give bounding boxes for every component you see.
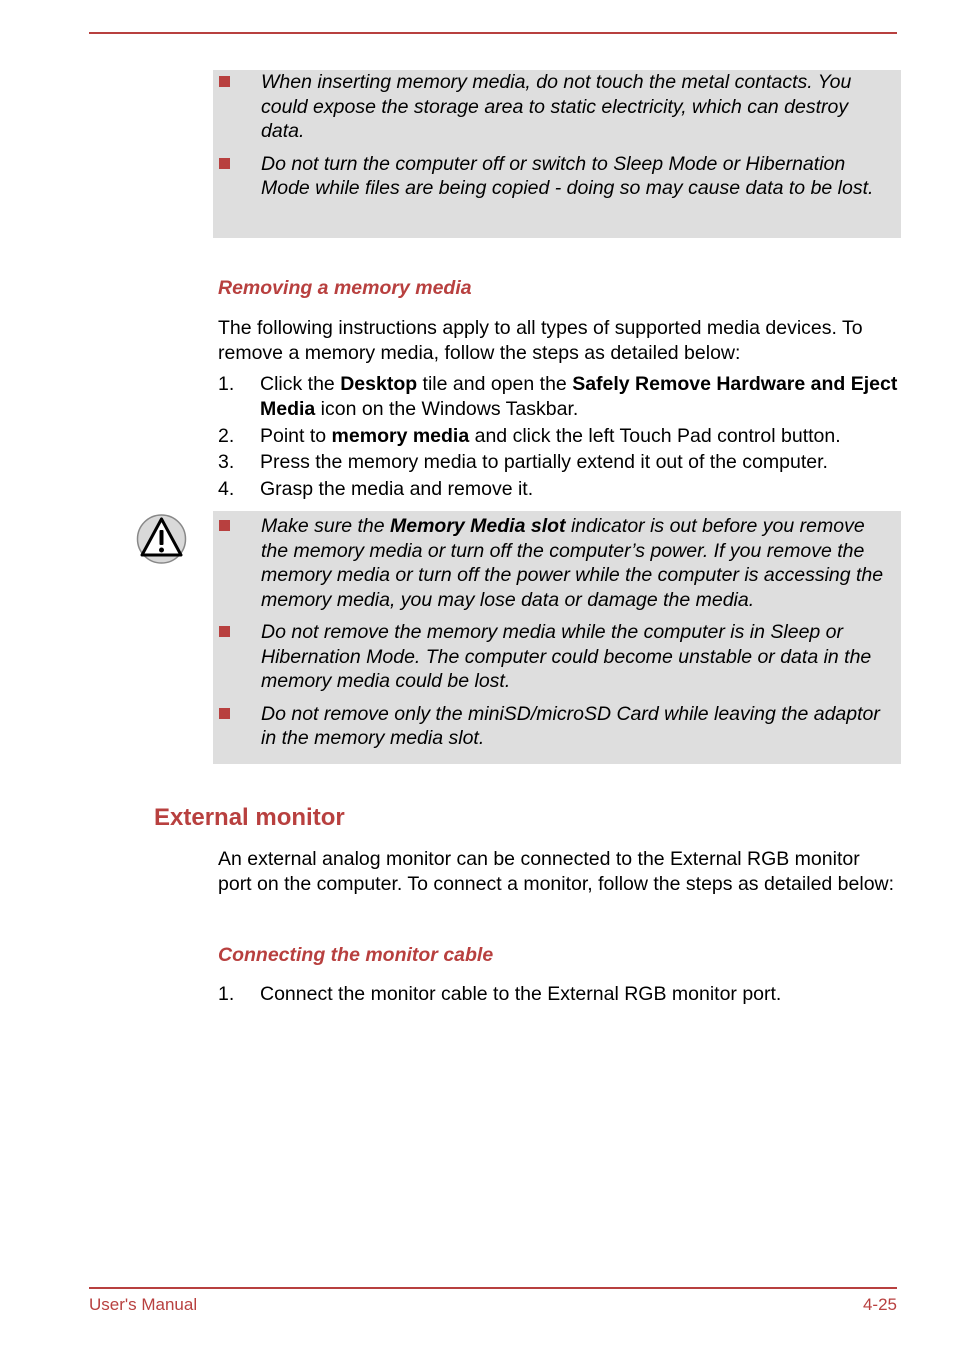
note-item (261, 70, 891, 144)
intro-paragraph: An external analog monitor can be connected to the External RGB monitor port on the computer. To connect a monitor, follow the steps as detailed below: (218, 848, 895, 895)
step-text: Press the memory media to partially extend it out of the computer. (260, 451, 828, 473)
page-number: 4-25 (862, 1295, 897, 1314)
section-heading: External monitor (154, 804, 345, 831)
section-subtitle: Removing a memory media (218, 277, 472, 299)
note-text: Do not remove only the miniSD/microSD Card while leaving the adaptor in the memory media slot. (261, 702, 880, 749)
section-subtitle: Connecting the monitor cable (218, 944, 494, 966)
bullet-icon (219, 520, 230, 531)
step-number: 2. (218, 425, 235, 447)
step-item (218, 982, 898, 1007)
step-item (218, 477, 898, 502)
footer-manual-title: User's Manual (89, 1295, 198, 1314)
note-text: Do not remove the memory media while the computer is in Sleep or Hibernation Mode. The computer could become unstable or data in the memory media could be lost. (261, 621, 872, 692)
step-number: 1. (218, 983, 235, 1005)
note-box (213, 70, 901, 238)
intro-paragraph: The following instructions apply to all types of supported media devices. To remove a memory media, follow the steps as detailed below: (218, 317, 863, 364)
step-text: Point to memory media and click the left Touch Pad control button. (260, 425, 841, 447)
bullet-icon (219, 626, 230, 637)
step-item (218, 450, 898, 475)
warning-note-box (213, 511, 901, 764)
step-number: 1. (218, 373, 235, 395)
note-item (261, 620, 891, 694)
warning-triangle-icon (136, 513, 187, 565)
step-text: Connect the monitor cable to the External RGB monitor port. (260, 983, 782, 1005)
step-number: 4. (218, 478, 235, 500)
step-item (218, 372, 898, 421)
step-number: 3. (218, 451, 235, 473)
note-text: Make sure the Memory Media slot indicator is out before you remove the memory media or turn off the computer’s power. If you remove the memory media or turn off the power while the computer is accessing the memory media, you may lose data or damage the media. (261, 515, 884, 611)
bullet-icon (219, 76, 230, 87)
step-text: Grasp the media and remove it. (260, 478, 534, 500)
note-text: When inserting memory media, do not touch the metal contacts. You could expose the storage area to static electricity, which can destroy data. (261, 71, 852, 142)
footer-rule (89, 1287, 897, 1289)
note-item (261, 152, 891, 201)
header-rule (89, 32, 897, 34)
note-text: Do not turn the computer off or switch to Sleep Mode or Hibernation Mode while files are being copied - doing so may cause data to be lost. (261, 152, 874, 199)
bullet-icon (219, 158, 230, 169)
bullet-icon (219, 708, 230, 719)
step-text: Click the Desktop tile and open the Safely Remove Hardware and Eject Media icon on the Windows Taskbar. (260, 373, 898, 420)
note-item (261, 702, 891, 751)
step-item (218, 424, 898, 449)
note-item (261, 514, 891, 612)
